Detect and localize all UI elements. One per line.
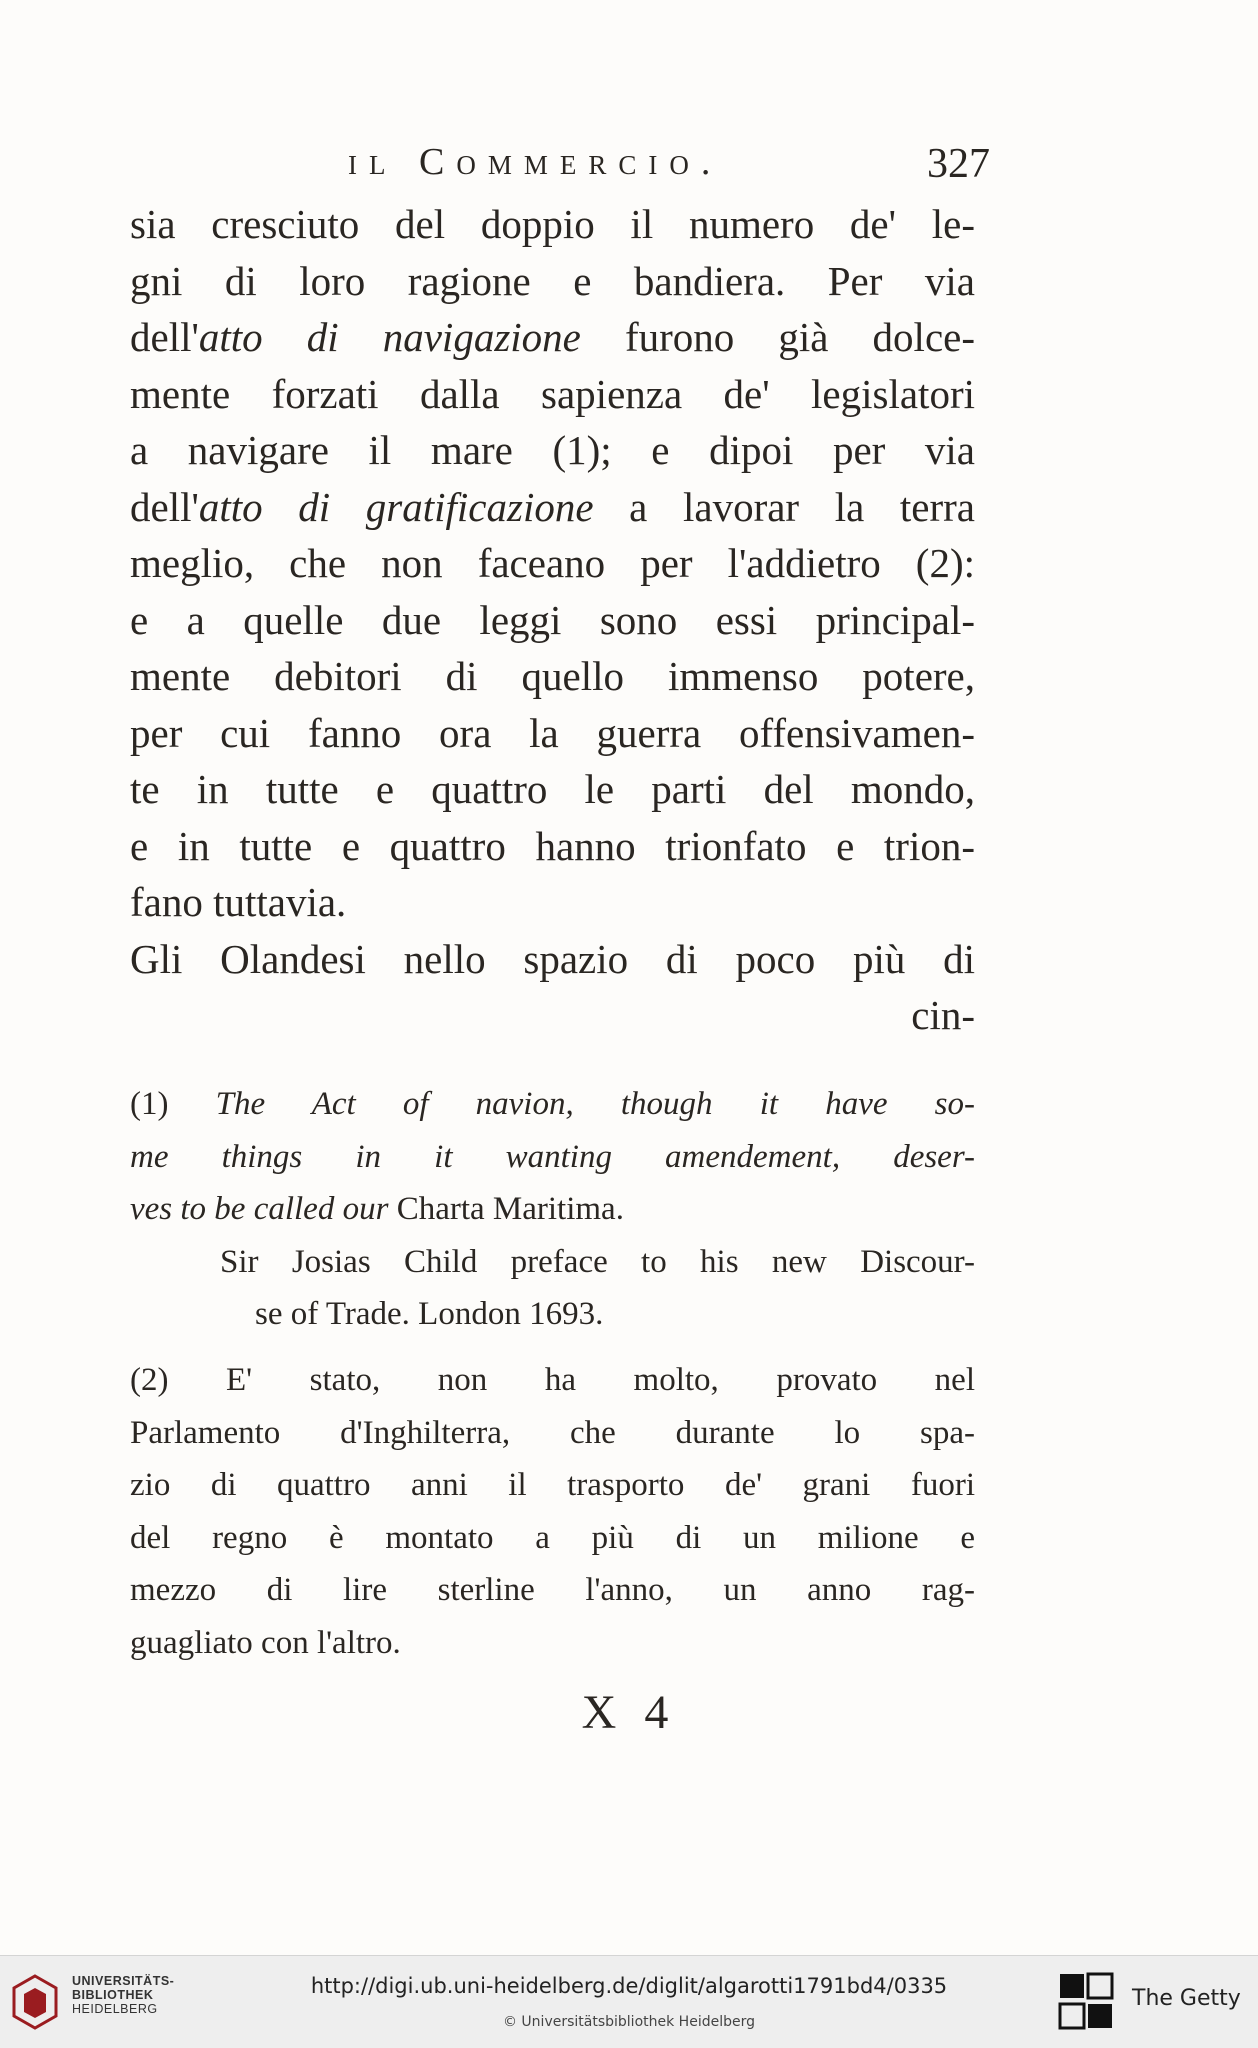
viewer-footer: [0, 1955, 1258, 2048]
footnote-line: (1) The Act of navion, though it have so-: [130, 1086, 975, 1122]
text-line: dell'atto di navigazione furono già dolce-: [130, 314, 975, 360]
text-line: dell'atto di gratificazione a lavorar la terra: [130, 483, 975, 530]
footnote-line: (2) E' stato, non ha molto, provato nel: [130, 1362, 975, 1398]
library-name: UNIVERSITÄTS- BIBLIOTHEK HEIDELBERG: [72, 1974, 175, 2016]
footnote-line: Parlamento d'Inghilterra, che durante lo spa-: [130, 1414, 975, 1451]
copyright-notice: © Universitätsbibliothek Heidelberg: [502, 2014, 755, 2030]
page-header: [130, 140, 990, 190]
text-line: e in tutte e quattro hanno trionfato e trion-: [130, 822, 975, 869]
signature-mark: X 4: [581, 1686, 677, 1739]
text-line: meglio, che non faceano per l'addietro (2):: [130, 540, 975, 586]
permalink-url[interactable]: http://digi.ub.uni-heidelberg.de/diglit/algarotti1791bd4/0335: [310, 1974, 948, 1998]
text-line: mente forzati dalla sapienza de' legislatori: [130, 370, 975, 417]
text-line: gni di loro ragione e bandiera. Per via: [130, 257, 975, 304]
text-line: fano tuttavia.: [130, 879, 347, 925]
running-head: il Commercio.: [348, 141, 723, 183]
footnote-line: me things in it wanting amendement, deser-: [130, 1138, 975, 1175]
footnote-line: guagliato con l'altro.: [130, 1624, 401, 1661]
footnote-1: [130, 1078, 975, 1341]
text-line: Gli Olandesi nello spazio di poco più di: [130, 935, 975, 982]
page-number: 327: [927, 141, 990, 187]
getty-label: The Getty: [1132, 1986, 1241, 2011]
text-line: mente debitori di quello immenso potere,: [130, 653, 975, 699]
footnote-2: [130, 1354, 975, 1669]
footnote-line: ves to be called our Charta Maritima.: [130, 1191, 624, 1227]
citation-line: Sir Josias Child preface to his new Discour-: [220, 1243, 975, 1280]
text-line: te in tutte e quattro le parti del mondo,: [130, 766, 975, 812]
text-line: cin-: [911, 992, 975, 1038]
text-line: sia cresciuto del doppio il numero de' le-: [130, 201, 975, 247]
footnote-line: mezzo di lire sterline l'anno, un anno rag-: [130, 1572, 975, 1608]
text-line: e a quelle due leggi sono essi principal-: [130, 596, 975, 643]
text-line: per cui fanno ora la guerra offensivamen-: [130, 709, 975, 756]
main-text: [130, 196, 975, 1044]
footnote-line: del regno è montato a più di un milione e: [130, 1519, 975, 1556]
text-line: a navigare il mare (1); e dipoi per via: [130, 427, 975, 473]
citation-line: se of Trade. London 1693.: [255, 1296, 604, 1332]
getty-logo-icon: [1058, 1972, 1114, 2032]
footnote-line: zio di quattro anni il trasporto de' grani fuori: [130, 1467, 975, 1503]
